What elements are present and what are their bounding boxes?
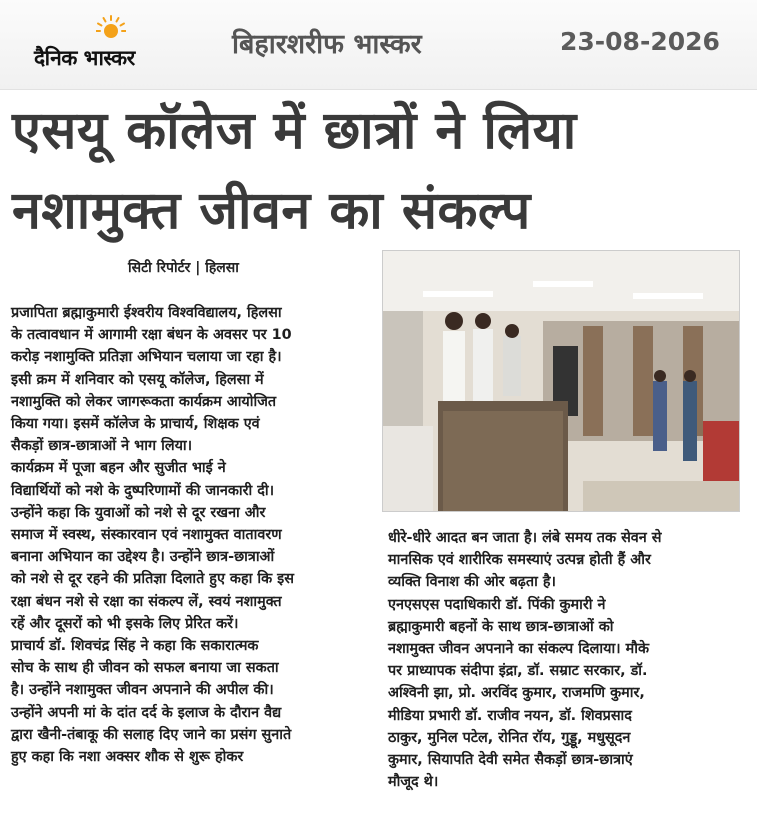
- article-text-line: कुमार, सियापति देवी समेत सैकड़ों छात्र-छात्राएं: [388, 752, 633, 769]
- article-text-line: समाज में स्वस्थ, संस्कारवान एवं नशामुक्त वातावरण: [11, 527, 282, 544]
- article-text-line: रहें और दूसरों को भी इसके लिए प्रेरित करें।: [11, 615, 239, 632]
- article-text-line: ठाकुर, मुनिल पटेल, रोनित रॉय, गुड्डू, मधुसूदन: [388, 729, 631, 746]
- article-text-line: है। उन्होंने नशामुक्त जीवन अपनाने की अपील की।: [11, 682, 274, 699]
- article-text-line: उन्होंने अपनी मां के दांत दर्द के इलाज के दौरान वैद्य: [11, 704, 282, 721]
- article-text-line: मीडिया प्रभारी डॉ. राजीव नयन, डॉ. शिवप्रसाद: [388, 707, 632, 724]
- event-photo-illustration: [383, 251, 740, 512]
- article-text-line: इसी क्रम में शनिवार को एसयू कॉलेज, हिलसा में: [11, 371, 264, 388]
- sun-icon: [96, 14, 126, 44]
- article-text-line: मौजूद थे।: [388, 774, 439, 791]
- article-text-line: प्राचार्य डॉ. शिवचंद्र सिंह ने कहा कि सकारात्मक: [11, 638, 259, 655]
- article-text-line: पर प्राध्यापक संदीपा इंद्रा, डॉ. सम्राट सरकार, डॉ.: [388, 663, 648, 680]
- article-text-line: धीरे-धीरे आदत बन जाता है। लंबे समय तक सेवन से: [388, 530, 662, 546]
- brand-name: दैनिक भास्कर: [34, 46, 135, 70]
- article-text-line: एनएसएस पदाधिकारी डॉ. पिंकी कुमारी ने: [388, 596, 606, 613]
- masthead-bar: [0, 0, 757, 90]
- edition-date: 23-08-2026: [560, 27, 720, 56]
- article-text-line: के तत्वावधान में आगामी रक्षा बंधन के अवसर पर 10: [11, 327, 292, 344]
- article-text-line: प्रजापिता ब्रह्माकुमारी ईश्वरीय विश्वविद्यालय, हिलसा: [11, 305, 282, 321]
- article-text-line: हुए कहा कि नशा अक्सर शौक से शुरू होकर: [11, 749, 244, 766]
- headline-line-1: एसयू कॉलेज में छात्रों ने लिया: [12, 101, 577, 161]
- article-text-line: को नशे से दूर रहने की प्रतिज्ञा दिलाते हुए कहा कि इस: [11, 571, 294, 588]
- edition-title: बिहारशरीफ भास्कर: [232, 29, 422, 60]
- article-text-line: उन्होंने कहा कि युवाओं को नशे से दूर रखना और: [11, 504, 266, 521]
- article-text-line: किया गया। इसमें कॉलेज के प्राचार्य, शिक्षक एवं: [11, 416, 260, 433]
- article-text-line: सोच के साथ ही जीवन को सफल बनाया जा सकता: [11, 660, 279, 677]
- article-left-column: [11, 302, 376, 768]
- headline-line-2: नशामुक्त जीवन का संकल्प: [12, 181, 531, 241]
- article-text-line: बनाना अभियान का उद्देश्य है। उन्होंने छात्र-छात्राओं: [11, 549, 275, 566]
- article-text-line: ब्रह्माकुमारी बहनों के साथ छात्र-छात्राओं को: [388, 618, 614, 635]
- article-text-line: रक्षा बंधन नशे से रक्षा का संकल्प लें, स्वयं नशामुक्त: [11, 593, 282, 610]
- article-right-column: [388, 527, 742, 793]
- article-text-line: कार्यक्रम में पूजा बहन और सुजीत भाई ने: [11, 460, 226, 477]
- newspaper-logo: [20, 14, 190, 78]
- article-text-line: द्वारा खैनी-तंबाकू की सलाह दिए जाने का प्रसंग सुनाते: [11, 726, 292, 743]
- article-text-line: अश्विनी झा, प्रो. अरविंद कुमार, राजमणि कुमार,: [388, 685, 645, 702]
- article-text-line: नशामुक्ति को लेकर जागरूकता कार्यक्रम आयोजित: [11, 393, 277, 410]
- byline: सिटी रिपोर्टर | हिलसा: [128, 260, 239, 276]
- article-text-line: मानसिक एवं शारीरिक समस्याएं उत्पन्न होती हैं और: [388, 552, 651, 569]
- article-text-line: नशामुक्त जीवन अपनाने का संकल्प दिलाया। मौके: [388, 641, 650, 658]
- article-text-line: सैकड़ों छात्र-छात्राओं ने भाग लिया।: [11, 438, 193, 455]
- article-text-line: विद्यार्थियों को नशे के दुष्परिणामों की जानकारी दी।: [11, 482, 275, 499]
- article-text-line: व्यक्ति विनाश की ओर बढ़ता है।: [388, 574, 556, 591]
- article-photo: [382, 250, 740, 512]
- article-text-line: करोड़ नशामुक्ति प्रतिज्ञा अभियान चलाया जा रहा है।: [11, 349, 282, 366]
